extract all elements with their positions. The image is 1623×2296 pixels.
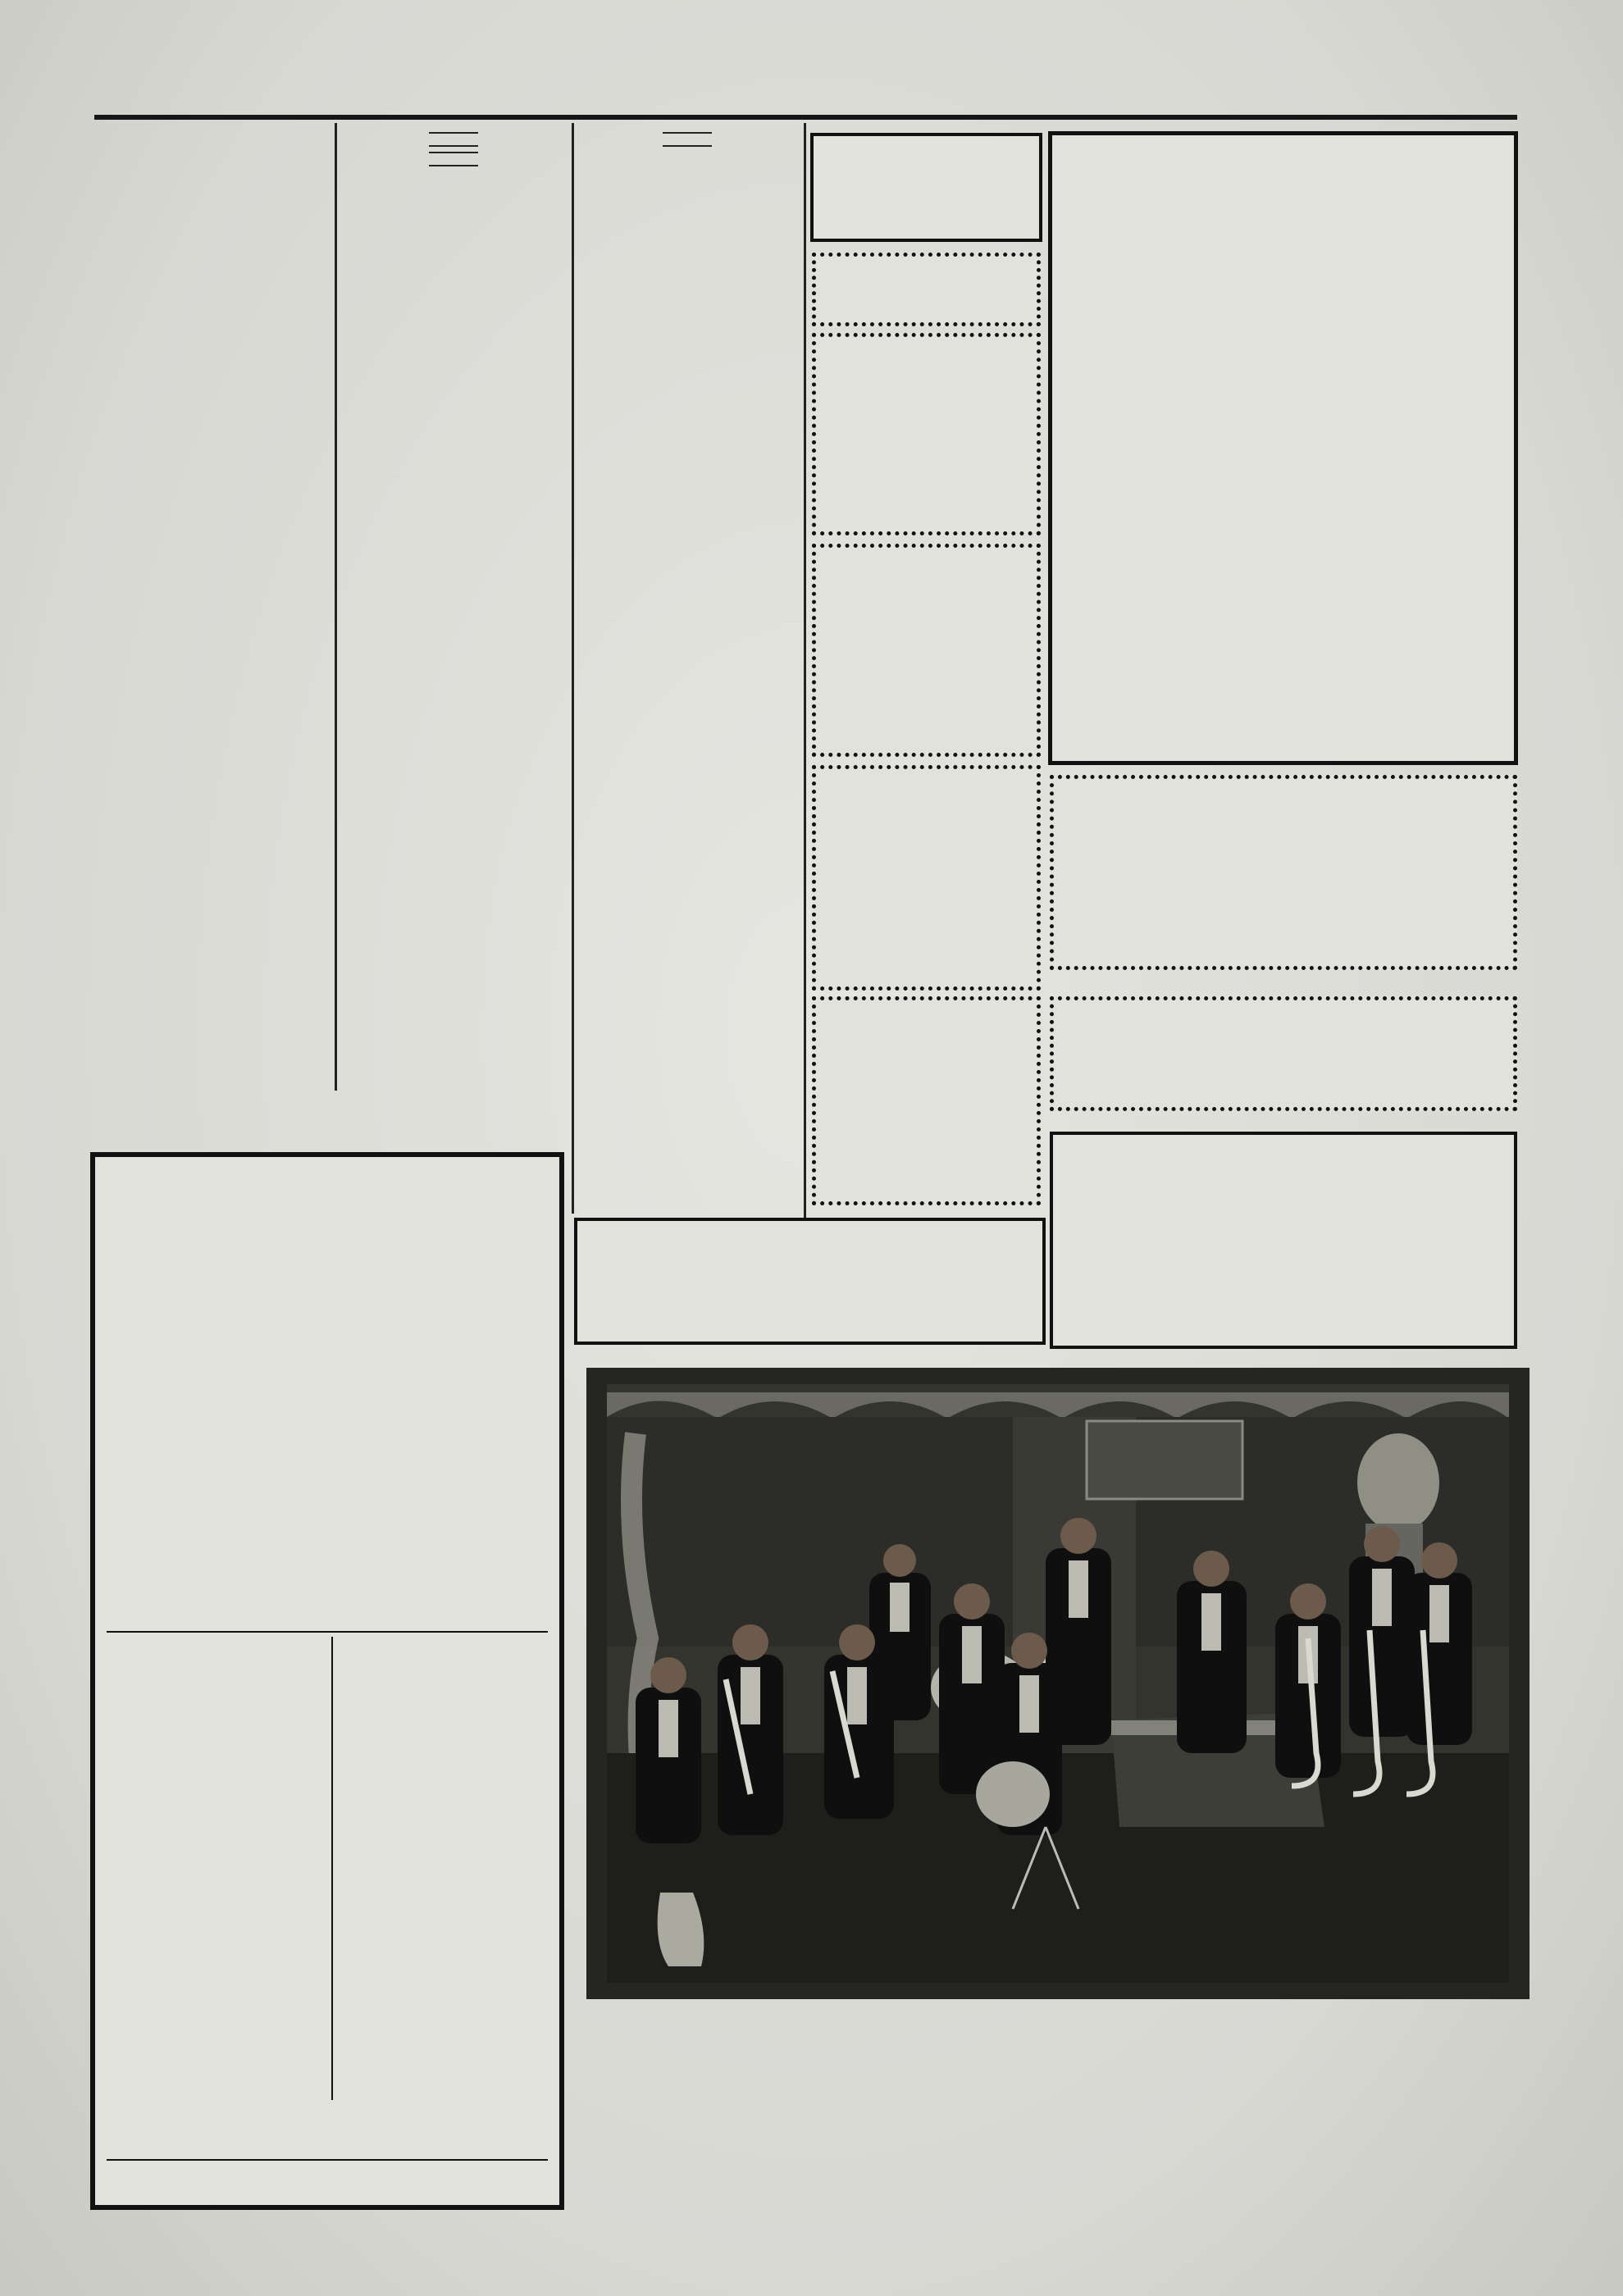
- column-personals: [103, 130, 324, 1093]
- divider: [107, 1631, 548, 1633]
- column-divider: [331, 1637, 333, 2100]
- ad-lincoln-market: [810, 133, 1042, 242]
- header-rule: [94, 115, 1517, 120]
- ad-levy-druggist: [812, 333, 1041, 535]
- divider: [429, 165, 478, 166]
- column-divider: [804, 123, 806, 1337]
- ad-new-lake-theatre: [90, 1152, 564, 2210]
- jesse-stone-ad-text: [586, 2001, 1530, 2214]
- ad-reid-duffy: [812, 996, 1041, 1205]
- divider: [429, 152, 478, 153]
- ad-state-furniture: [574, 1218, 1046, 1345]
- divider: [429, 145, 478, 147]
- column-legal: [574, 127, 800, 1201]
- band-photo: [586, 1368, 1530, 1999]
- ad-gayety: [1048, 131, 1518, 765]
- ad-hotel-cuming: [812, 765, 1041, 991]
- ad-massey-grocery: [812, 544, 1041, 757]
- band-photo-illustration: [586, 1368, 1530, 1999]
- ad-stuart-art-shop: [1050, 996, 1517, 1111]
- ad-hamitic-league: [1050, 775, 1517, 970]
- divider: [429, 132, 478, 134]
- ad-emerson-laundry: [812, 253, 1041, 326]
- divider: [663, 132, 712, 134]
- column-divider: [335, 123, 337, 1091]
- column-news: [343, 127, 564, 1091]
- divider: [663, 145, 712, 147]
- divider: [107, 2159, 548, 2161]
- ad-nw-ware: [1050, 1132, 1517, 1349]
